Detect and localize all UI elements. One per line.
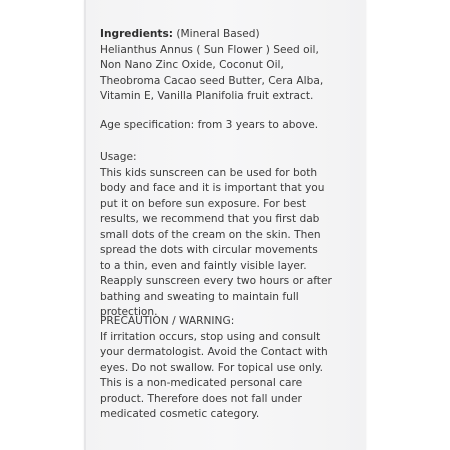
ingredients-line: Theobroma Cacao seed Butter, Cera Alba, — [100, 74, 324, 87]
usage-line: to a thin, even and faintly visible layer. — [100, 259, 307, 272]
age-specification: Age specification: from 3 years to above. — [100, 119, 319, 131]
ingredients-heading-note: (Mineral Based) — [173, 28, 260, 40]
usage-line: Reapply sunscreen every two hours or after — [100, 275, 332, 287]
usage-section — [100, 150, 356, 321]
precaution-line: If irritation occurs, stop using and consult — [100, 330, 321, 343]
product-label-card — [84, 0, 366, 450]
precaution-line: product. Therefore does not fall under — [100, 392, 302, 405]
ingredients-heading: Ingredients: — [100, 28, 174, 40]
card-edge — [84, 0, 86, 450]
ingredients-line: Helianthus Annus ( Sun Flower ) Seed oil, — [100, 43, 319, 56]
usage-line: bathing and sweating to maintain full — [100, 290, 299, 303]
precaution-line: your dermatologist. Avoid the Contact with — [100, 346, 328, 358]
ingredients-line: Vitamin E, Vanilla Planifolia fruit extract. — [100, 90, 314, 102]
precaution-line: medicated cosmetic category. — [100, 408, 260, 420]
precaution-section — [100, 314, 356, 423]
usage-line: put it on before sun exposure. For best — [100, 197, 307, 210]
usage-line: protection. — [100, 306, 158, 318]
usage-line: spread the dots with circular movements — [100, 244, 318, 256]
ingredients-heading-line — [100, 27, 356, 43]
usage-line: results, we recommend that you first dab — [100, 213, 320, 225]
precaution-line: eyes. Do not swallow. For topical use only. — [100, 361, 323, 374]
ingredients-section — [100, 27, 356, 105]
ingredients-line: Non Nano Zinc Oxide, Coconut Oil, — [100, 59, 284, 71]
usage-line: body and face and it is important that you — [100, 182, 325, 194]
usage-line: small dots of the cream on the skin. Then — [100, 228, 321, 241]
age-section — [100, 118, 356, 134]
precaution-heading: PRECAUTION / WARNING: — [100, 315, 235, 327]
precaution-line: This is a non-medicated personal care — [100, 377, 303, 389]
usage-heading: Usage: — [100, 151, 137, 163]
usage-line: This kids sunscreen can be used for both — [100, 166, 318, 179]
